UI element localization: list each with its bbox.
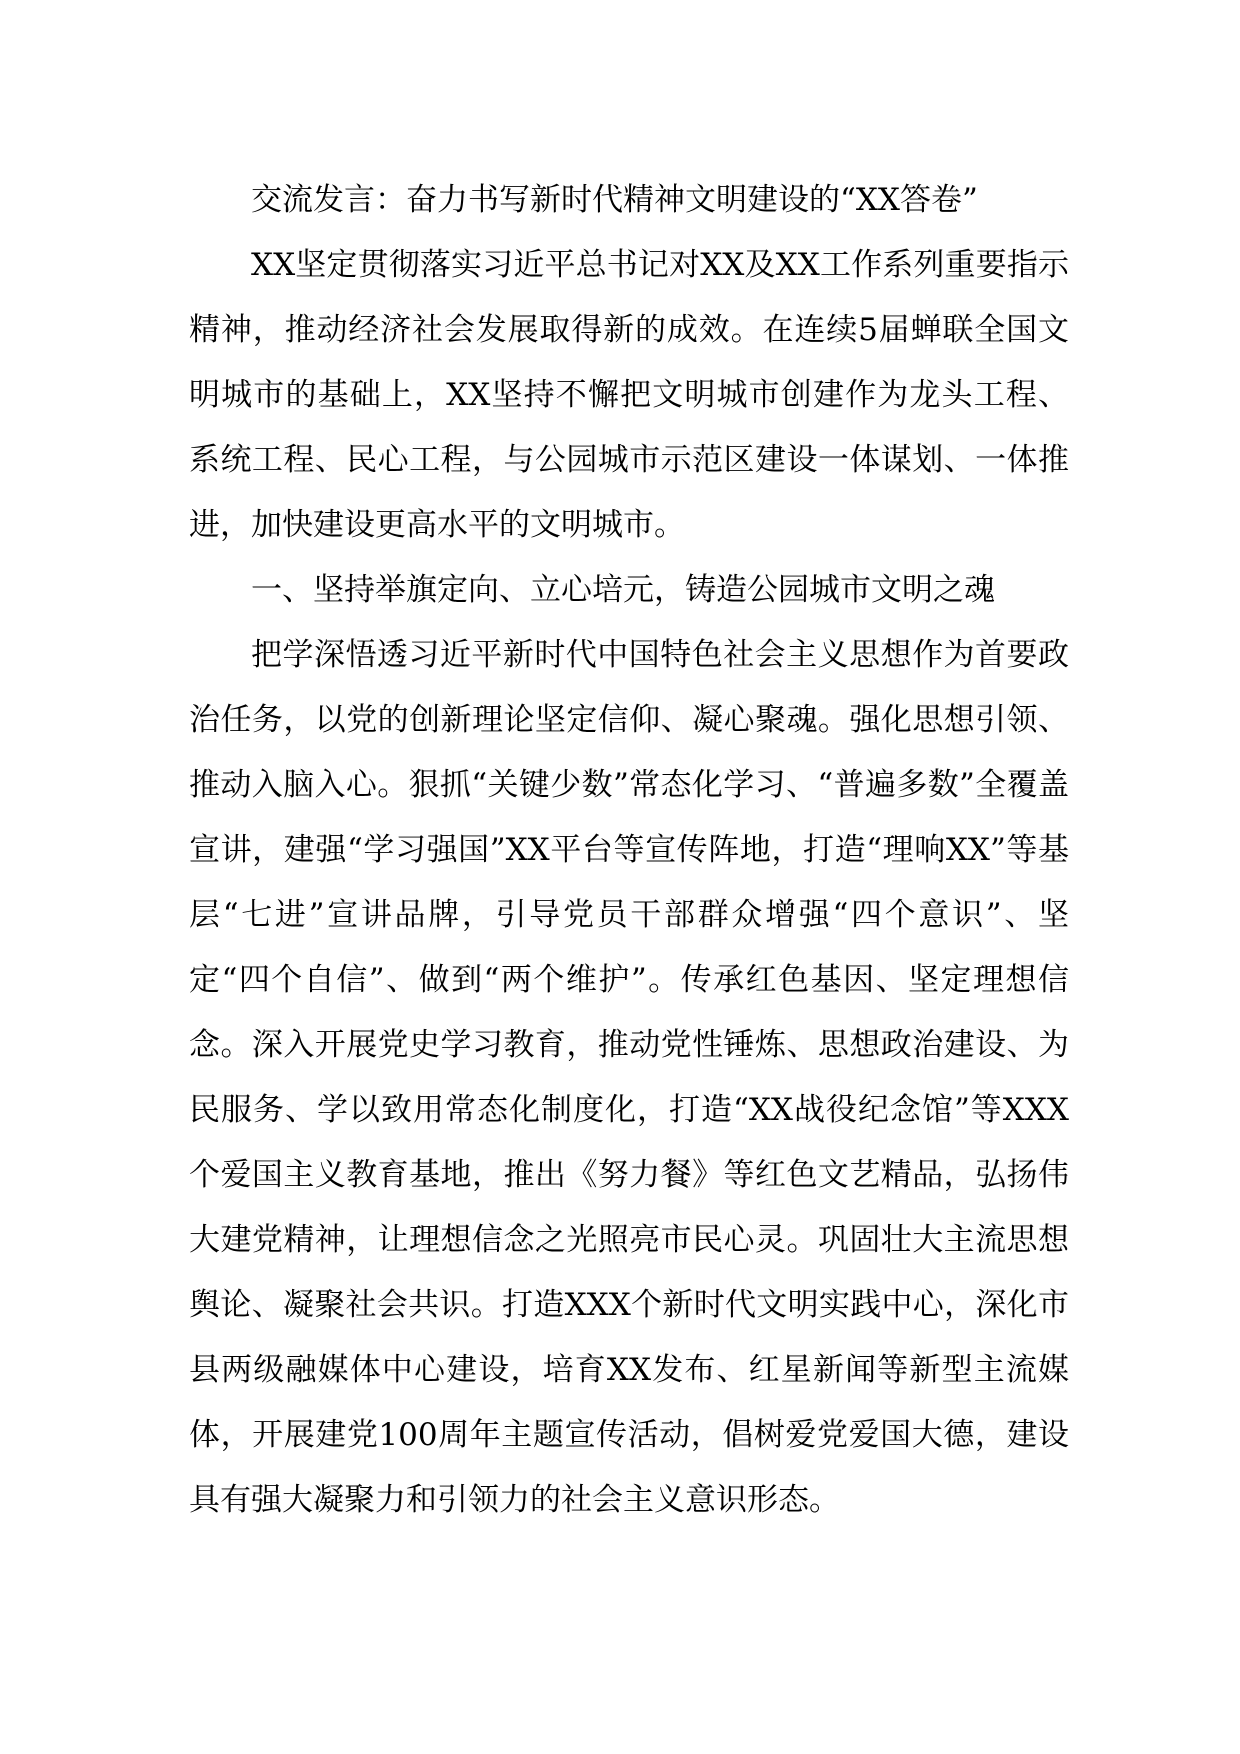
intro-paragraph: XX坚定贯彻落实习近平总书记对XX及XX工作系列重要指示精神，推动经济社会发展取得新的成效。在连续5届蝉联全国文明城市的基础上，XX坚持不懈把文明城市创建作为龙头工程、系统工程、民心工程，与公园城市示范区建设一体谋划、一体推进，加快建设更高水平的文明城市。 [189,247,1069,543]
document-title: 交流发言：奋力书写新时代精神文明建设的“XX答卷” [251,182,978,218]
section-body-paragraph: 把学深悟透习近平新时代中国特色社会主义思想作为首要政治任务，以党的创新理论坚定信仰、凝心聚魂。强化思想引领、推动入脑入心。狠抓“关键少数”常态化学习、“普遍多数”全覆盖宣讲，建强“学习强国”XX平台等宣传阵地，打造“理响XX”等基层“七进”宣讲品牌，引导党员干部群众增强“四个意识”、坚定“四个自信”、做到“两个维护”。传承红色基因、坚定理想信念。深入开展党史学习教育，推动党性锤炼、思想政治建设、为民服务、学以致用常态化制度化，打造“XX战役纪念馆”等XXX个爱国主义教育基地，推出《努力餐》等红色文艺精品，弘扬伟大建党精神，让理想信念之光照亮市民心灵。巩固壮大主流思想舆论、凝聚社会共识。打造XXX个新时代文明实践中心，深化市县两级融媒体中心建设，培育XX发布、红星新闻等新型主流媒体，开展建党100周年主题宣传活动，倡树爱党爱国大德，建设具有强大凝聚力和引领力的社会主义意识形态。 [189,637,1069,1518]
section-heading: 一、坚持举旗定向、立心培元，铸造公园城市文明之魂 [251,572,995,608]
document-body [189,168,1069,1533]
